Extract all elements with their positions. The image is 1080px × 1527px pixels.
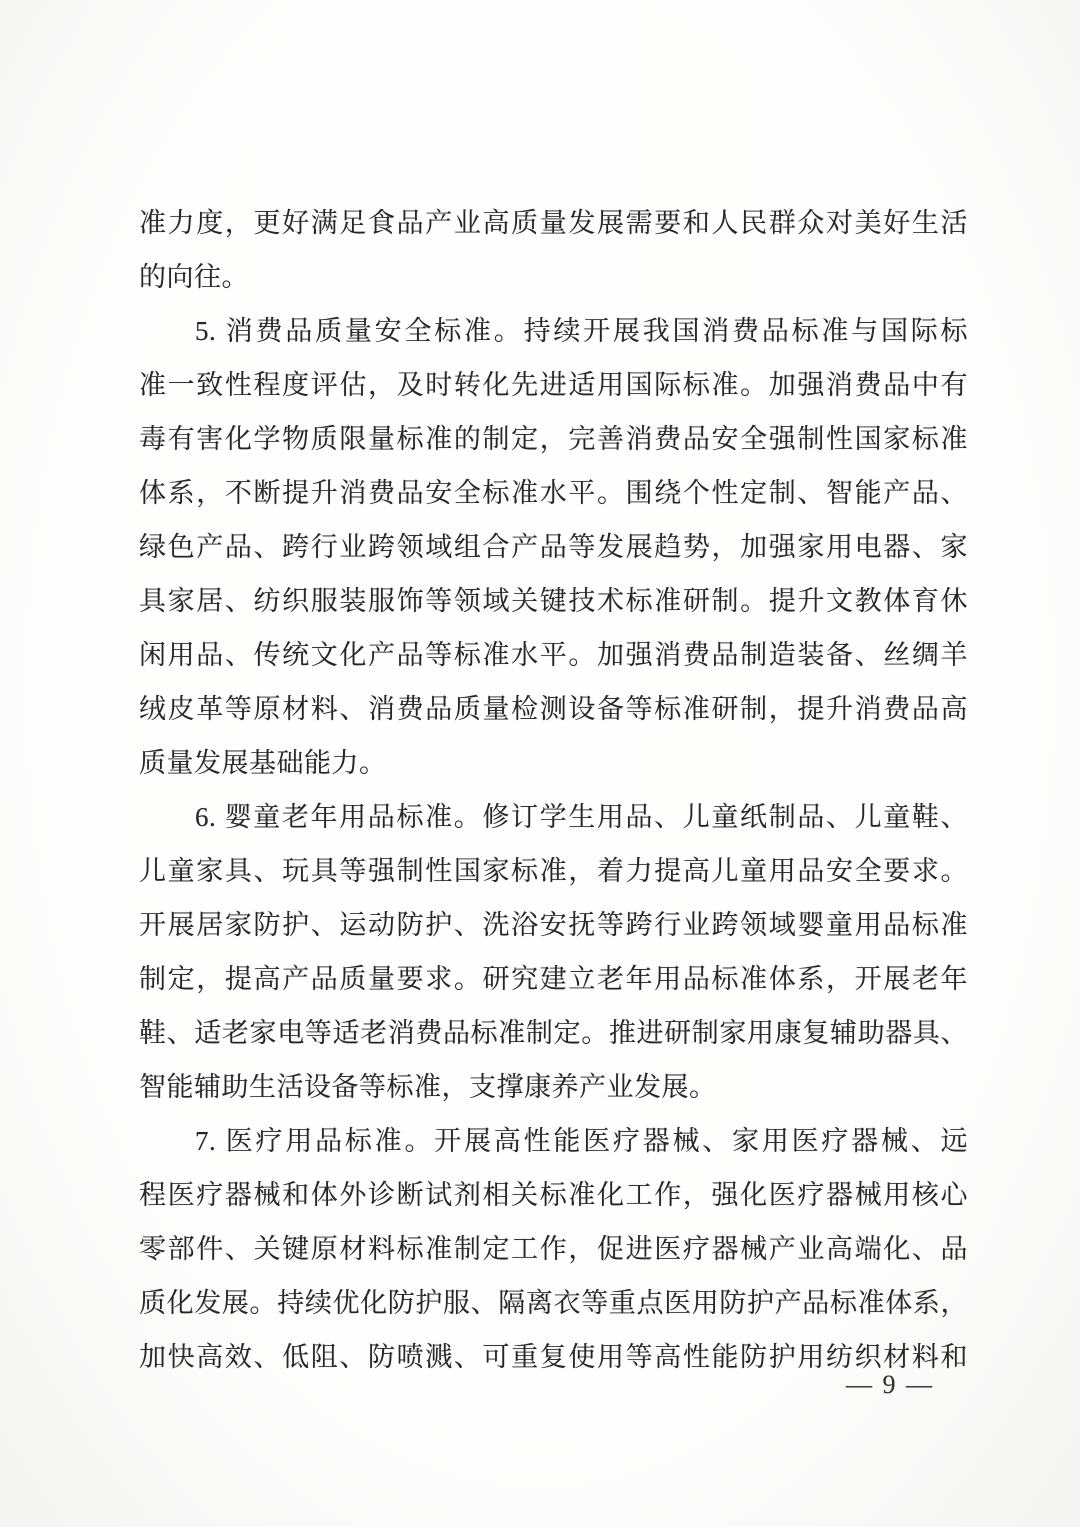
text-line: 加快高效、低阻、防喷溅、可重复使用等高性能防护用纺织材料和 [139,1342,968,1372]
text-line: 绿色产品、跨行业跨领域组合产品等发展趋势，加强家用电器、家 [139,532,968,562]
text-line: 开展居家防护、运动防护、洗浴安抚等跨行业跨领域婴童用品标准 [139,910,968,940]
page-number: — 9 — [846,1370,934,1399]
text-line: 具家居、纺织服装服饰等领域关键技术标准研制。提升文教体育休 [139,586,968,616]
text-line: 制定，提高产品质量要求。研究建立老年用品标准体系，开展老年 [139,964,968,994]
text-line: 程医疗器械和体外诊断试剂相关标准化工作，强化医疗器械用核心 [139,1180,968,1210]
text-line: 6. 婴童老年用品标准。修订学生用品、儿童纸制品、儿童鞋、 [195,802,968,832]
text-line: 5. 消费品质量安全标准。持续开展我国消费品标准与国际标 [195,316,968,346]
text-line: 闲用品、传统文化产品等标准水平。加强消费品制造装备、丝绸羊 [139,640,968,670]
text-line: 准力度，更好满足食品产业高质量发展需要和人民群众对美好生活 [139,208,968,238]
text-line: 智能辅助生活设备等标准，支撑康养产业发展。 [139,1072,717,1102]
text-line: 毒有害化学物质限量标准的制定，完善消费品安全强制性国家标准 [139,424,968,454]
text-line: 7. 医疗用品标准。开展高性能医疗器械、家用医疗器械、远 [195,1126,968,1156]
text-line: 绒皮革等原材料、消费品质量检测设备等标准研制，提升消费品高 [139,694,968,724]
text-line: 准一致性程度评估，及时转化先进适用国际标准。加强消费品中有 [139,370,968,400]
text-line: 质化发展。持续优化防护服、隔离衣等重点医用防护产品标准体系， [139,1288,968,1318]
text-line: 的向往。 [139,262,249,292]
body-text-block [139,196,968,1384]
text-line: 鞋、适老家电等适老消费品标准制定。推进研制家用康复辅助器具、 [139,1018,968,1048]
text-line: 质量发展基础能力。 [139,748,387,778]
text-line: 体系，不断提升消费品安全标准水平。围绕个性定制、智能产品、 [139,478,968,508]
text-line: 零部件、关键原材料标准制定工作，促进医疗器械产业高端化、品 [139,1234,968,1264]
text-line: 儿童家具、玩具等强制性国家标准，着力提高儿童用品安全要求。 [139,856,968,886]
